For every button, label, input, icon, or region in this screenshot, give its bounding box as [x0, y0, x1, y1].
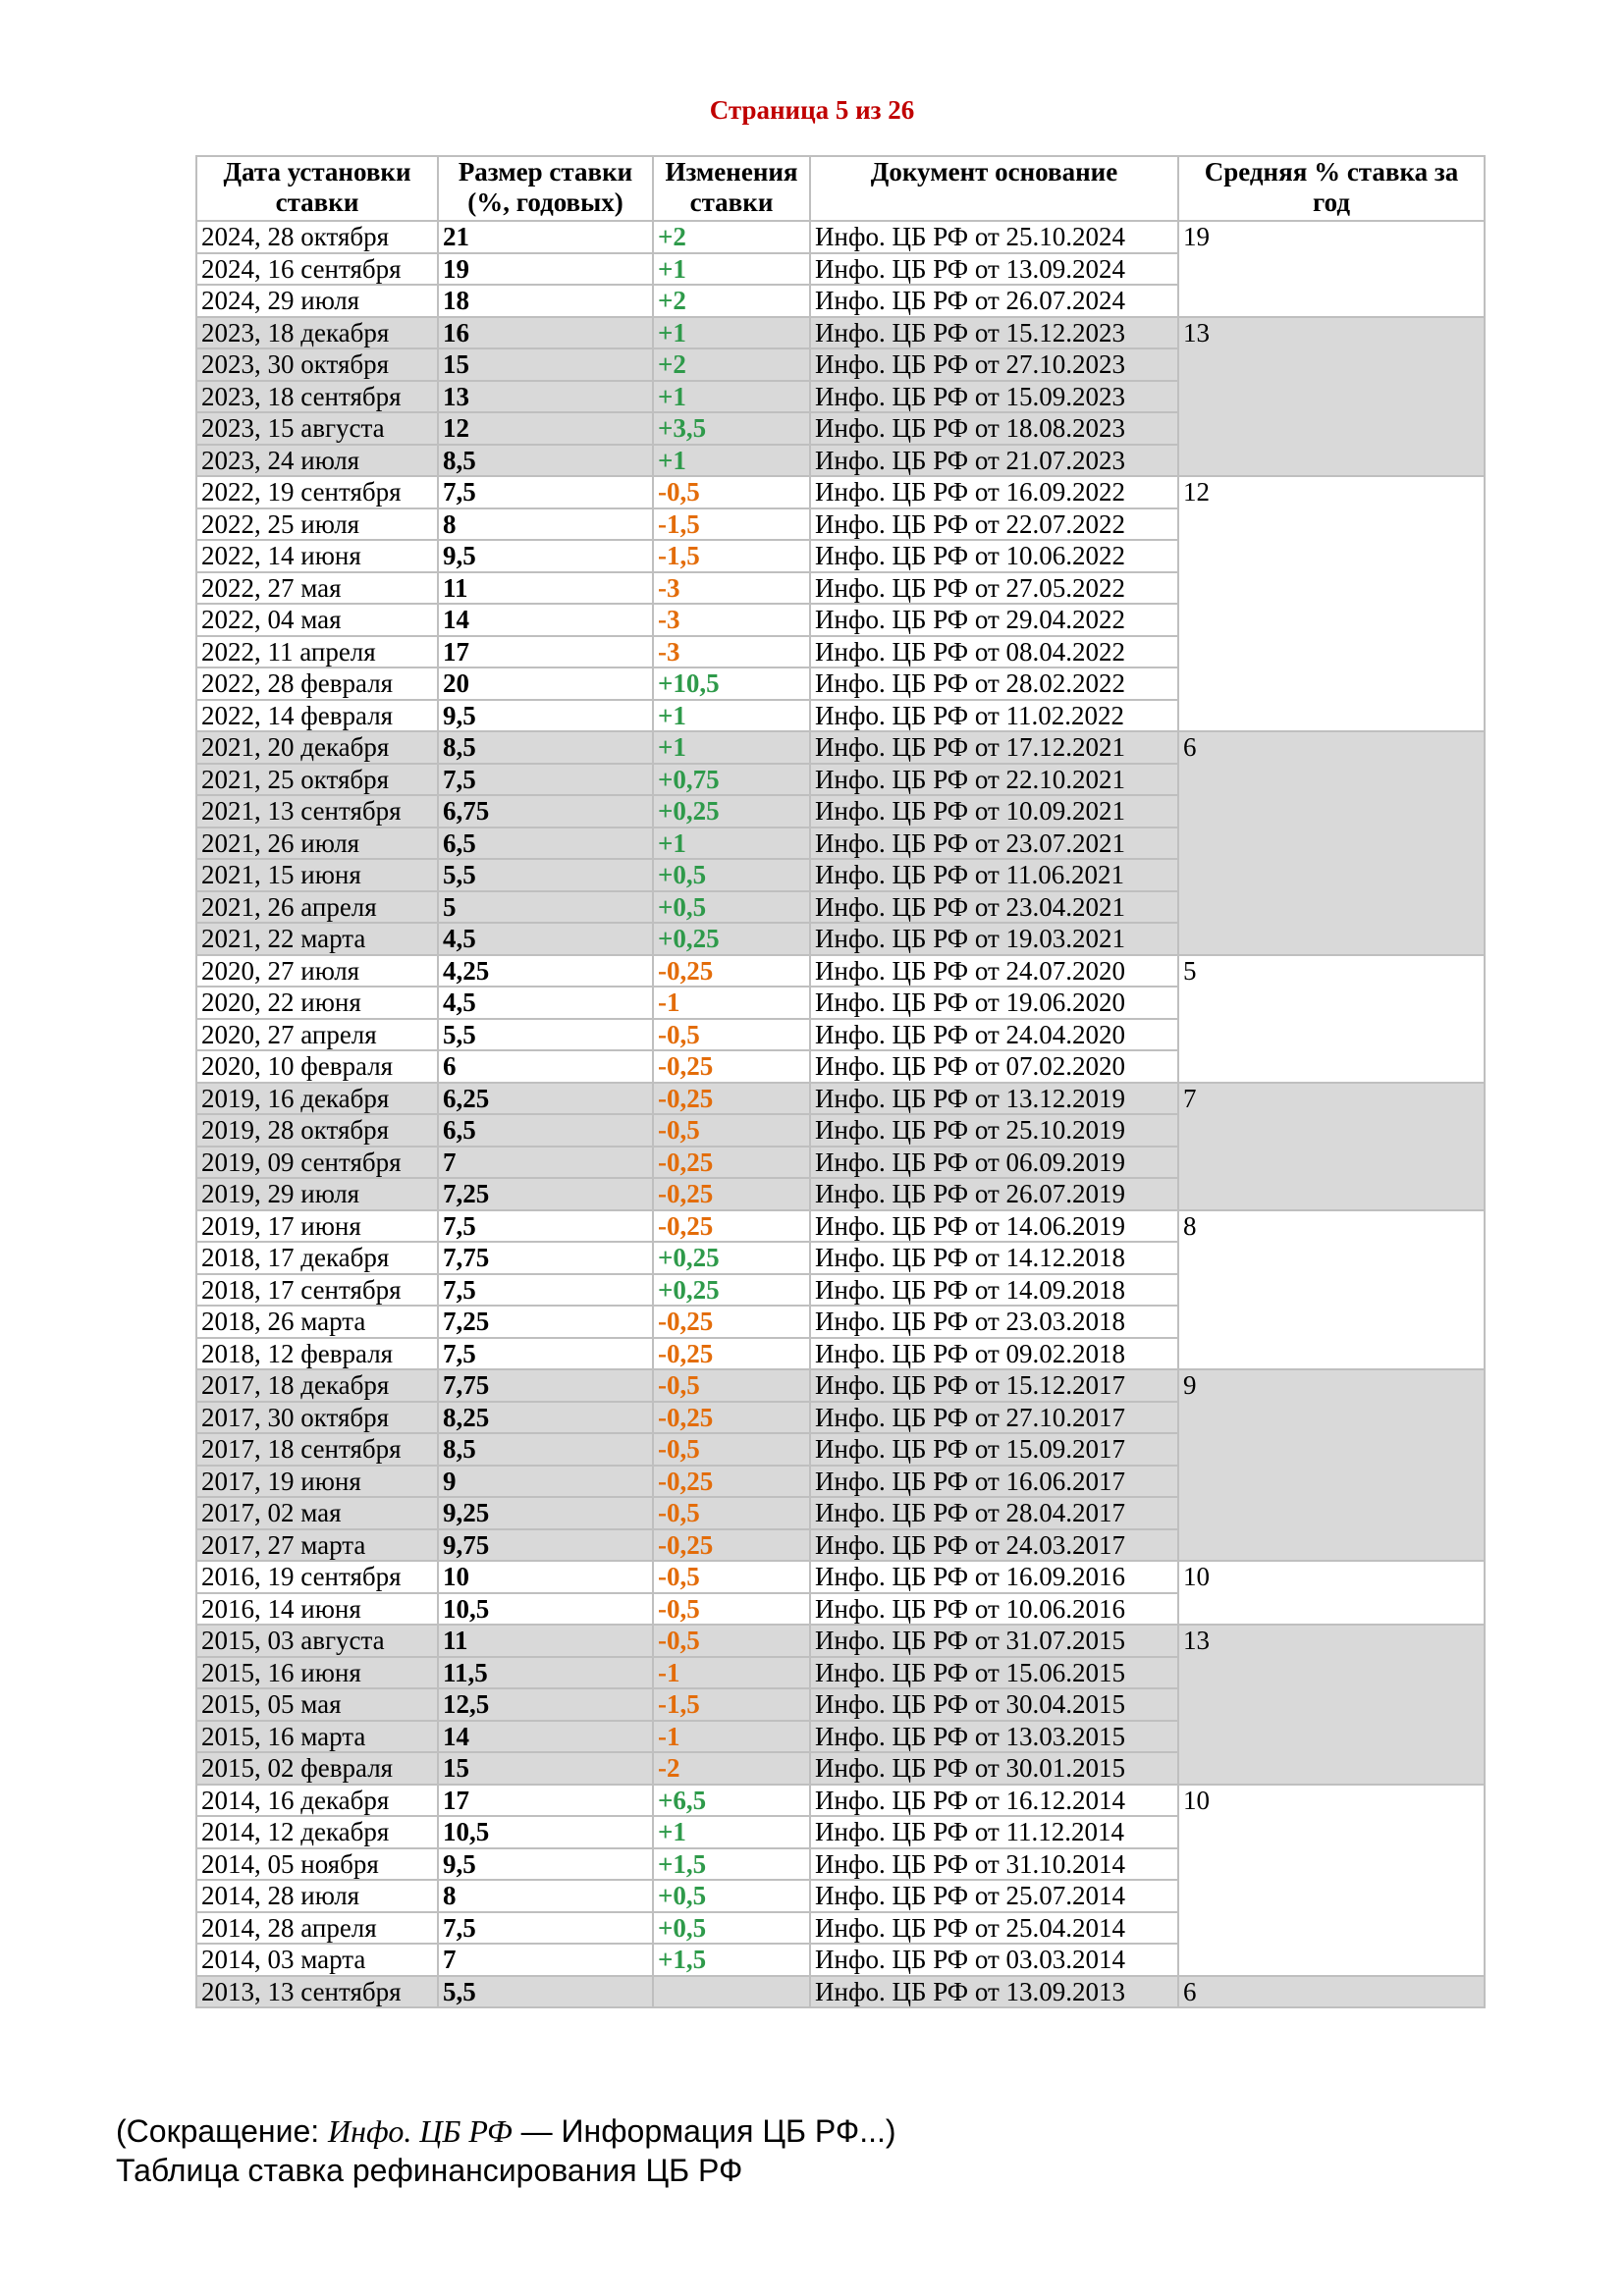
- date-cell: 2016, 14 июня: [196, 1593, 438, 1626]
- change-cell: -0,25: [653, 1529, 810, 1562]
- date-cell: 2014, 28 июля: [196, 1880, 438, 1912]
- change-cell: +0,25: [653, 1274, 810, 1307]
- date-cell: 2019, 28 октября: [196, 1114, 438, 1147]
- change-cell: +1: [653, 731, 810, 764]
- table-row: [196, 1976, 1485, 2008]
- change-cell: -0,25: [653, 1338, 810, 1370]
- note-dash: —: [512, 2113, 562, 2149]
- rate-cell: 10,5: [438, 1593, 653, 1626]
- rate-cell: 9,5: [438, 540, 653, 572]
- document-cell: Инфо. ЦБ РФ от 24.07.2020: [810, 955, 1178, 988]
- rate-cell: 4,5: [438, 923, 653, 955]
- document-cell: Инфо. ЦБ РФ от 19.06.2020: [810, 987, 1178, 1019]
- rate-cell: 11,5: [438, 1657, 653, 1689]
- document-cell: Инфо. ЦБ РФ от 13.09.2024: [810, 253, 1178, 286]
- abbreviation-note: [116, 2112, 896, 2150]
- average-rate-cell: 10: [1178, 1785, 1485, 1976]
- rate-cell: 5,5: [438, 859, 653, 891]
- document-cell: Инфо. ЦБ РФ от 06.09.2019: [810, 1147, 1178, 1179]
- change-cell: -1,5: [653, 1688, 810, 1721]
- date-cell: 2017, 19 июня: [196, 1466, 438, 1498]
- document-cell: Инфо. ЦБ РФ от 23.03.2018: [810, 1306, 1178, 1338]
- rate-cell: 7: [438, 1147, 653, 1179]
- change-cell: -2: [653, 1752, 810, 1785]
- rate-cell: 10,5: [438, 1816, 653, 1848]
- rate-cell: 7,5: [438, 476, 653, 508]
- change-cell: +1: [653, 445, 810, 477]
- rate-cell: 7,75: [438, 1242, 653, 1274]
- rate-cell: 11: [438, 572, 653, 605]
- date-cell: 2022, 27 мая: [196, 572, 438, 605]
- average-rate-cell: 6: [1178, 1976, 1485, 2008]
- document-cell: Инфо. ЦБ РФ от 25.10.2024: [810, 221, 1178, 253]
- table-row: [196, 317, 1485, 349]
- rate-cell: 18: [438, 285, 653, 317]
- rate-cell: 5,5: [438, 1976, 653, 2008]
- change-cell: +1: [653, 828, 810, 860]
- table-row: [196, 731, 1485, 764]
- date-cell: 2017, 27 марта: [196, 1529, 438, 1562]
- rate-cell: 17: [438, 1785, 653, 1817]
- date-cell: 2023, 24 июля: [196, 445, 438, 477]
- change-cell: -0,5: [653, 1625, 810, 1657]
- rate-cell: 7,5: [438, 1912, 653, 1945]
- table-row: [196, 1625, 1485, 1657]
- change-cell: +1: [653, 700, 810, 732]
- change-cell: +2: [653, 285, 810, 317]
- document-cell: Инфо. ЦБ РФ от 15.06.2015: [810, 1657, 1178, 1689]
- date-cell: 2022, 19 сентября: [196, 476, 438, 508]
- table-row: [196, 1369, 1485, 1402]
- change-cell: +2: [653, 221, 810, 253]
- date-cell: 2021, 26 июля: [196, 828, 438, 860]
- date-cell: 2015, 16 марта: [196, 1721, 438, 1753]
- change-cell: +1: [653, 381, 810, 413]
- rate-cell: 10: [438, 1561, 653, 1593]
- rate-cell: 5,5: [438, 1019, 653, 1051]
- document-cell: Инфо. ЦБ РФ от 09.02.2018: [810, 1338, 1178, 1370]
- average-rate-cell: 7: [1178, 1083, 1485, 1210]
- document-cell: Инфо. ЦБ РФ от 13.03.2015: [810, 1721, 1178, 1753]
- document-cell: Инфо. ЦБ РФ от 31.07.2015: [810, 1625, 1178, 1657]
- date-cell: 2014, 16 декабря: [196, 1785, 438, 1817]
- rate-cell: 6,25: [438, 1083, 653, 1115]
- change-cell: +2: [653, 348, 810, 381]
- header-document: Документ основание: [810, 156, 1178, 221]
- document-cell: Инфо. ЦБ РФ от 10.06.2022: [810, 540, 1178, 572]
- rate-cell: 4,5: [438, 987, 653, 1019]
- date-cell: 2020, 27 июля: [196, 955, 438, 988]
- header-rate: Размер ставки (%, годовых): [438, 156, 653, 221]
- change-cell: -0,25: [653, 1083, 810, 1115]
- change-cell: [653, 1976, 810, 2008]
- change-cell: -3: [653, 604, 810, 636]
- rate-cell: 7: [438, 1944, 653, 1976]
- rate-cell: 7,5: [438, 1338, 653, 1370]
- date-cell: 2019, 16 декабря: [196, 1083, 438, 1115]
- document-cell: Инфо. ЦБ РФ от 22.07.2022: [810, 508, 1178, 541]
- change-cell: +0,25: [653, 795, 810, 828]
- change-cell: -1: [653, 1721, 810, 1753]
- document-cell: Инфо. ЦБ РФ от 24.03.2017: [810, 1529, 1178, 1562]
- date-cell: 2019, 09 сентября: [196, 1147, 438, 1179]
- change-cell: -1: [653, 987, 810, 1019]
- date-cell: 2022, 14 февраля: [196, 700, 438, 732]
- rate-cell: 11: [438, 1625, 653, 1657]
- date-cell: 2018, 17 сентября: [196, 1274, 438, 1307]
- rate-cell: 12,5: [438, 1688, 653, 1721]
- date-cell: 2016, 19 сентября: [196, 1561, 438, 1593]
- change-cell: -3: [653, 636, 810, 668]
- rate-cell: 5: [438, 891, 653, 924]
- rate-cell: 15: [438, 348, 653, 381]
- date-cell: 2019, 29 июля: [196, 1178, 438, 1210]
- rate-cell: 9: [438, 1466, 653, 1498]
- document-cell: Инфо. ЦБ РФ от 11.06.2021: [810, 859, 1178, 891]
- rate-cell: 14: [438, 604, 653, 636]
- document-cell: Инфо. ЦБ РФ от 13.12.2019: [810, 1083, 1178, 1115]
- date-cell: 2020, 27 апреля: [196, 1019, 438, 1051]
- rate-cell: 16: [438, 317, 653, 349]
- date-cell: 2014, 05 ноября: [196, 1848, 438, 1881]
- change-cell: +0,25: [653, 923, 810, 955]
- document-cell: Инфо. ЦБ РФ от 10.06.2016: [810, 1593, 1178, 1626]
- date-cell: 2021, 22 марта: [196, 923, 438, 955]
- rate-cell: 8,5: [438, 1433, 653, 1466]
- table-row: [196, 1785, 1485, 1817]
- table-row: [196, 1083, 1485, 1115]
- date-cell: 2021, 20 декабря: [196, 731, 438, 764]
- rate-cell: 6,75: [438, 795, 653, 828]
- document-cell: Инфо. ЦБ РФ от 16.09.2022: [810, 476, 1178, 508]
- rate-cell: 7,5: [438, 1210, 653, 1243]
- change-cell: +0,5: [653, 891, 810, 924]
- rate-cell: 21: [438, 221, 653, 253]
- document-cell: Инфо. ЦБ РФ от 14.06.2019: [810, 1210, 1178, 1243]
- rate-cell: 6: [438, 1050, 653, 1083]
- change-cell: +3,5: [653, 412, 810, 445]
- change-cell: +1,5: [653, 1944, 810, 1976]
- date-cell: 2017, 18 сентября: [196, 1433, 438, 1466]
- date-cell: 2023, 15 августа: [196, 412, 438, 445]
- change-cell: +1,5: [653, 1848, 810, 1881]
- date-cell: 2022, 11 апреля: [196, 636, 438, 668]
- rate-cell: 9,5: [438, 700, 653, 732]
- page-title: Страница 5 из 26: [709, 95, 915, 125]
- average-rate-cell: 5: [1178, 955, 1485, 1083]
- date-cell: 2017, 30 октября: [196, 1402, 438, 1434]
- date-cell: 2021, 26 апреля: [196, 891, 438, 924]
- document-cell: Инфо. ЦБ РФ от 23.07.2021: [810, 828, 1178, 860]
- date-cell: 2022, 04 мая: [196, 604, 438, 636]
- rate-cell: 7,25: [438, 1178, 653, 1210]
- document-cell: Инфо. ЦБ РФ от 22.10.2021: [810, 764, 1178, 796]
- document-cell: Инфо. ЦБ РФ от 19.03.2021: [810, 923, 1178, 955]
- document-cell: Инфо. ЦБ РФ от 30.04.2015: [810, 1688, 1178, 1721]
- table-row: [196, 1561, 1485, 1593]
- change-cell: -1,5: [653, 508, 810, 541]
- table-body: [196, 221, 1485, 2007]
- document-cell: Инфо. ЦБ РФ от 16.12.2014: [810, 1785, 1178, 1817]
- document-cell: Инфо. ЦБ РФ от 30.01.2015: [810, 1752, 1178, 1785]
- change-cell: -0,5: [653, 1497, 810, 1529]
- document-cell: Инфо. ЦБ РФ от 16.09.2016: [810, 1561, 1178, 1593]
- rate-cell: 19: [438, 253, 653, 286]
- rate-cell: 4,25: [438, 955, 653, 988]
- header-date: Дата установки ставки: [196, 156, 438, 221]
- date-cell: 2018, 26 марта: [196, 1306, 438, 1338]
- document-cell: Инфо. ЦБ РФ от 23.04.2021: [810, 891, 1178, 924]
- date-cell: 2024, 28 октября: [196, 221, 438, 253]
- document-cell: Инфо. ЦБ РФ от 25.07.2014: [810, 1880, 1178, 1912]
- change-cell: +0,5: [653, 1912, 810, 1945]
- document-cell: Инфо. ЦБ РФ от 11.12.2014: [810, 1816, 1178, 1848]
- change-cell: +1: [653, 253, 810, 286]
- date-cell: 2019, 17 июня: [196, 1210, 438, 1243]
- table-caption: Таблица ставка рефинансирования ЦБ РФ: [116, 2153, 743, 2188]
- date-cell: 2018, 17 декабря: [196, 1242, 438, 1274]
- document-cell: Инфо. ЦБ РФ от 16.06.2017: [810, 1466, 1178, 1498]
- rate-cell: 20: [438, 667, 653, 700]
- date-cell: 2023, 18 декабря: [196, 317, 438, 349]
- document-cell: Инфо. ЦБ РФ от 11.02.2022: [810, 700, 1178, 732]
- date-cell: 2014, 28 апреля: [196, 1912, 438, 1945]
- change-cell: -0,5: [653, 1019, 810, 1051]
- change-cell: +0,5: [653, 1880, 810, 1912]
- date-cell: 2015, 16 июня: [196, 1657, 438, 1689]
- document-cell: Инфо. ЦБ РФ от 07.02.2020: [810, 1050, 1178, 1083]
- document-cell: Инфо. ЦБ РФ от 21.07.2023: [810, 445, 1178, 477]
- header-average: Средняя % ставка за год: [1178, 156, 1485, 221]
- date-cell: 2015, 02 февраля: [196, 1752, 438, 1785]
- date-cell: 2015, 05 мая: [196, 1688, 438, 1721]
- rate-cell: 7,75: [438, 1369, 653, 1402]
- document-cell: Инфо. ЦБ РФ от 15.09.2017: [810, 1433, 1178, 1466]
- change-cell: +0,5: [653, 859, 810, 891]
- rate-cell: 6,5: [438, 828, 653, 860]
- rate-cell: 8: [438, 508, 653, 541]
- date-cell: 2021, 15 июня: [196, 859, 438, 891]
- rate-cell: 17: [438, 636, 653, 668]
- document-cell: Инфо. ЦБ РФ от 24.04.2020: [810, 1019, 1178, 1051]
- rate-cell: 8,5: [438, 445, 653, 477]
- change-cell: -0,5: [653, 1433, 810, 1466]
- rate-cell: 8,5: [438, 731, 653, 764]
- average-rate-cell: 19: [1178, 221, 1485, 317]
- document-cell: Инфо. ЦБ РФ от 26.07.2024: [810, 285, 1178, 317]
- date-cell: 2024, 29 июля: [196, 285, 438, 317]
- change-cell: +0,75: [653, 764, 810, 796]
- document-cell: Инфо. ЦБ РФ от 31.10.2014: [810, 1848, 1178, 1881]
- date-cell: 2021, 13 сентября: [196, 795, 438, 828]
- rate-cell: 7,25: [438, 1306, 653, 1338]
- document-cell: Инфо. ЦБ РФ от 27.05.2022: [810, 572, 1178, 605]
- rate-cell: 9,5: [438, 1848, 653, 1881]
- note-abbr: Инфо. ЦБ РФ: [328, 2113, 513, 2149]
- date-cell: 2014, 12 декабря: [196, 1816, 438, 1848]
- change-cell: -0,25: [653, 1050, 810, 1083]
- rate-cell: 8: [438, 1880, 653, 1912]
- change-cell: -1: [653, 1657, 810, 1689]
- date-cell: 2020, 22 июня: [196, 987, 438, 1019]
- rate-cell: 9,25: [438, 1497, 653, 1529]
- average-rate-cell: 10: [1178, 1561, 1485, 1625]
- date-cell: 2017, 18 декабря: [196, 1369, 438, 1402]
- change-cell: -0,5: [653, 1593, 810, 1626]
- document-cell: Инфо. ЦБ РФ от 17.12.2021: [810, 731, 1178, 764]
- note-open: (Сокращение:: [116, 2113, 329, 2149]
- change-cell: -3: [653, 572, 810, 605]
- document-cell: Инфо. ЦБ РФ от 28.04.2017: [810, 1497, 1178, 1529]
- rate-cell: 6,5: [438, 1114, 653, 1147]
- change-cell: -1,5: [653, 540, 810, 572]
- change-cell: -0,25: [653, 1466, 810, 1498]
- document-cell: Инфо. ЦБ РФ от 26.07.2019: [810, 1178, 1178, 1210]
- document-cell: Инфо. ЦБ РФ от 18.08.2023: [810, 412, 1178, 445]
- average-rate-cell: 8: [1178, 1210, 1485, 1370]
- rate-cell: 7,5: [438, 764, 653, 796]
- table-row: [196, 221, 1485, 253]
- rate-cell: 15: [438, 1752, 653, 1785]
- date-cell: 2023, 30 октября: [196, 348, 438, 381]
- change-cell: -0,25: [653, 1210, 810, 1243]
- document-cell: Инфо. ЦБ РФ от 27.10.2017: [810, 1402, 1178, 1434]
- date-cell: 2021, 25 октября: [196, 764, 438, 796]
- document-cell: Инфо. ЦБ РФ от 15.12.2023: [810, 317, 1178, 349]
- date-cell: 2023, 18 сентября: [196, 381, 438, 413]
- document-cell: Инфо. ЦБ РФ от 27.10.2023: [810, 348, 1178, 381]
- change-cell: -0,25: [653, 1147, 810, 1179]
- document-cell: Инфо. ЦБ РФ от 13.09.2013: [810, 1976, 1178, 2008]
- change-cell: -0,5: [653, 476, 810, 508]
- change-cell: -0,5: [653, 1369, 810, 1402]
- average-rate-cell: 13: [1178, 1625, 1485, 1785]
- refinancing-rate-table: [195, 155, 1486, 2008]
- document-cell: Инфо. ЦБ РФ от 15.09.2023: [810, 381, 1178, 413]
- change-cell: +10,5: [653, 667, 810, 700]
- date-cell: 2018, 12 февраля: [196, 1338, 438, 1370]
- change-cell: +0,25: [653, 1242, 810, 1274]
- rate-cell: 13: [438, 381, 653, 413]
- change-cell: -0,5: [653, 1114, 810, 1147]
- rate-cell: 8,25: [438, 1402, 653, 1434]
- table-row: [196, 476, 1485, 508]
- table-row: [196, 1210, 1485, 1243]
- average-rate-cell: 13: [1178, 317, 1485, 477]
- rate-cell: 9,75: [438, 1529, 653, 1562]
- change-cell: -0,25: [653, 955, 810, 988]
- average-rate-cell: 9: [1178, 1369, 1485, 1561]
- change-cell: -0,25: [653, 1306, 810, 1338]
- document-cell: Инфо. ЦБ РФ от 03.03.2014: [810, 1944, 1178, 1976]
- header-change: Изменения ставки: [653, 156, 810, 221]
- rate-cell: 7,5: [438, 1274, 653, 1307]
- date-cell: 2017, 02 мая: [196, 1497, 438, 1529]
- document-cell: Инфо. ЦБ РФ от 15.12.2017: [810, 1369, 1178, 1402]
- date-cell: 2022, 14 июня: [196, 540, 438, 572]
- document-cell: Инфо. ЦБ РФ от 25.10.2019: [810, 1114, 1178, 1147]
- change-cell: +6,5: [653, 1785, 810, 1817]
- date-cell: 2024, 16 сентября: [196, 253, 438, 286]
- date-cell: 2020, 10 февраля: [196, 1050, 438, 1083]
- document-cell: Инфо. ЦБ РФ от 10.09.2021: [810, 795, 1178, 828]
- change-cell: +1: [653, 1816, 810, 1848]
- rate-cell: 14: [438, 1721, 653, 1753]
- document-cell: Инфо. ЦБ РФ от 28.02.2022: [810, 667, 1178, 700]
- date-cell: 2022, 25 июля: [196, 508, 438, 541]
- average-rate-cell: 6: [1178, 731, 1485, 955]
- document-cell: Инфо. ЦБ РФ от 25.04.2014: [810, 1912, 1178, 1945]
- date-cell: 2013, 13 сентября: [196, 1976, 438, 2008]
- average-rate-cell: 12: [1178, 476, 1485, 731]
- note-rest: Информация ЦБ РФ...): [561, 2113, 896, 2149]
- document-cell: Инфо. ЦБ РФ от 14.09.2018: [810, 1274, 1178, 1307]
- rate-cell: 12: [438, 412, 653, 445]
- table-row: [196, 955, 1485, 988]
- document-cell: Инфо. ЦБ РФ от 08.04.2022: [810, 636, 1178, 668]
- change-cell: -0,25: [653, 1402, 810, 1434]
- document-cell: Инфо. ЦБ РФ от 14.12.2018: [810, 1242, 1178, 1274]
- change-cell: +1: [653, 317, 810, 349]
- change-cell: -0,25: [653, 1178, 810, 1210]
- date-cell: 2015, 03 августа: [196, 1625, 438, 1657]
- table-header-row: [196, 156, 1485, 221]
- document-cell: Инфо. ЦБ РФ от 29.04.2022: [810, 604, 1178, 636]
- date-cell: 2014, 03 марта: [196, 1944, 438, 1976]
- date-cell: 2022, 28 февраля: [196, 667, 438, 700]
- change-cell: -0,5: [653, 1561, 810, 1593]
